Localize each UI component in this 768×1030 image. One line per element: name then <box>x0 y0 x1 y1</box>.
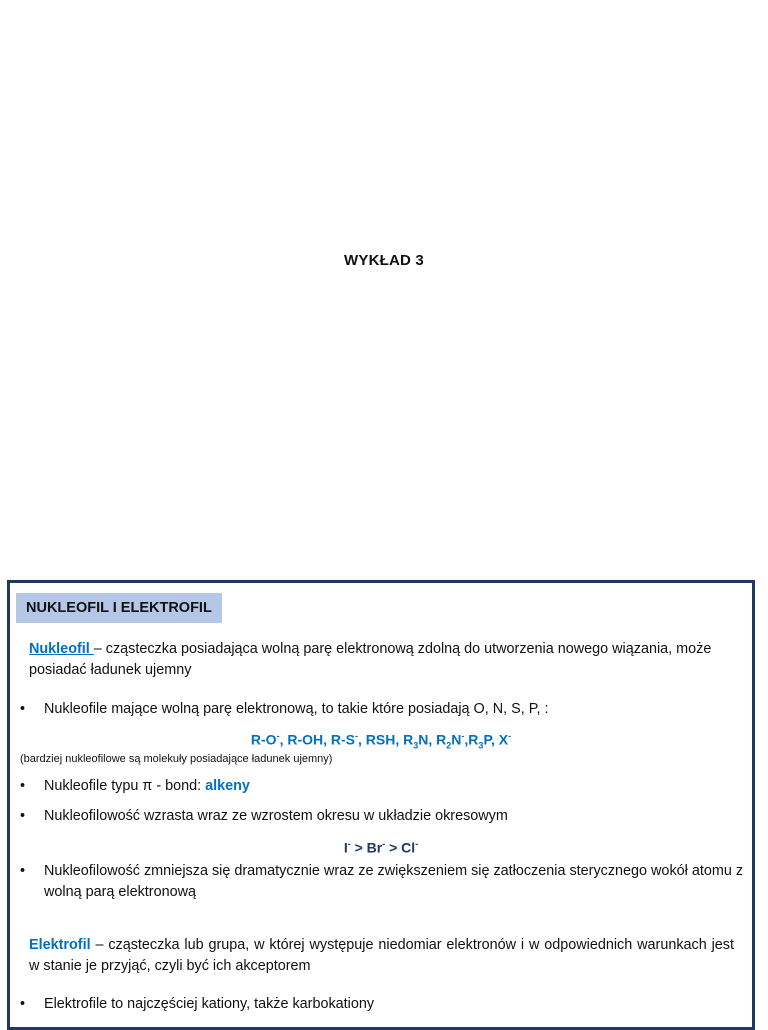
bullet-text: Nukleofile mające wolną parę elektronową, to takie które posiadają O, N, S, P, : <box>44 701 549 717</box>
nucleophile-term: Nukleofil <box>29 641 94 657</box>
bullet-marker: • <box>20 808 26 824</box>
bullet-marker: • <box>20 996 26 1012</box>
bullet-text: Nukleofile typu π - bond: <box>44 778 206 794</box>
nucleophile-definition <box>29 639 739 681</box>
electrophile-term: Elektrofil <box>29 937 91 953</box>
bullet-text: Nukleofilowość wzrasta wraz ze wzrostem okresu w układzie okresowym <box>44 808 508 824</box>
nucleophile-definition-text: – cząsteczka posiadająca wolną parę elektronową zdolną do utworzenia nowego wiązania, może posiadać ładunek ujemny <box>29 641 712 678</box>
electrophile-definition <box>29 935 734 977</box>
alkenes-highlight: alkeny <box>205 778 250 794</box>
bullet-steric-hindrance <box>20 861 744 903</box>
bullet-marker: • <box>20 701 26 717</box>
bullet-electrophiles-cations <box>20 994 744 1015</box>
page-title: WYKŁAD 3 <box>344 252 424 269</box>
bullet-text: Elektrofile to najczęściej kationy, także karbokationy <box>44 996 375 1012</box>
bullet-lone-pair-nucleophiles <box>20 699 744 720</box>
bullet-marker: • <box>20 863 26 879</box>
electrophile-definition-text: – cząsteczka lub grupa, w której występuje niedomiar elektronów i w odpowiednich warunkach jest w stanie je przyjąć, czyli być ich akceptorem <box>29 937 734 974</box>
charged-molecules-note: (bardziej nukleofilowe są molekuły posiadające ładunek ujemny) <box>20 753 333 765</box>
bullet-pi-bond-nucleophiles <box>20 776 744 797</box>
bullet-nucleophilicity-period <box>20 806 744 827</box>
nucleophile-examples-formula: R-O-, R-OH, R-S-, RSH, $R_3N$, $R_2N^-,R_3P$, X- <box>250 731 512 751</box>
bullet-marker: • <box>20 778 26 794</box>
slide-nukleofil-elektrofil <box>7 580 755 1030</box>
halide-order-formula: I- > Br- > Cl- <box>343 839 419 856</box>
bullet-text: Nukleofilowość zmniejsza się dramatycznie wraz ze zwiększeniem się zatłoczenia sterycznego wokół atomu z wolną parą elektronową <box>44 863 744 900</box>
section-heading: NUKLEOFIL I ELEKTROFIL <box>16 593 222 623</box>
